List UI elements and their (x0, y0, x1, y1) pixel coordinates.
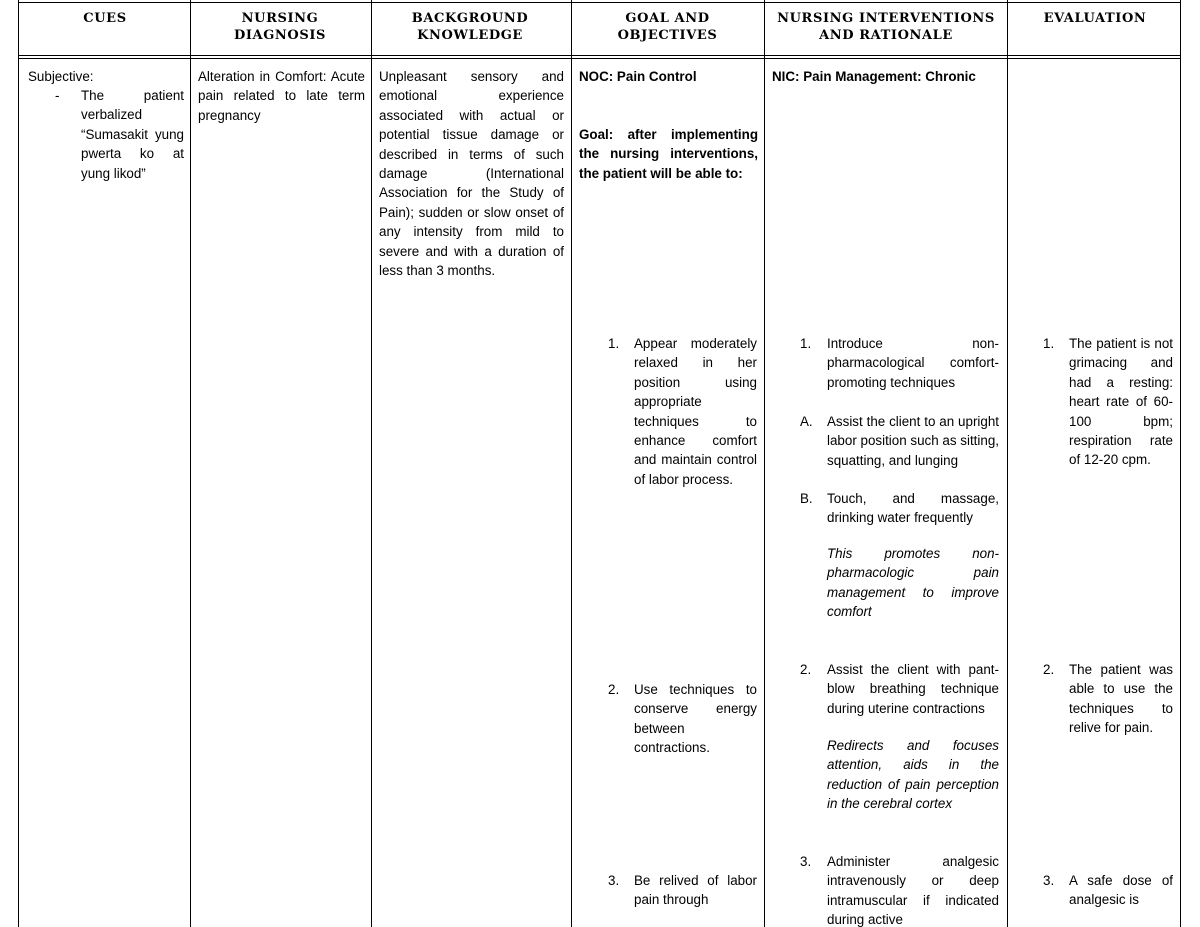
evaluation-number: 2. (1043, 662, 1055, 677)
goal-text: Goal: after implementing the nursing interventions, the patient will be able to: (579, 127, 758, 181)
intervention-letter: A. (800, 414, 813, 429)
nic-label: NIC: Pain Management: Chronic (772, 69, 976, 84)
evaluation-number: 3. (1043, 873, 1055, 888)
cues-bullet: - (55, 88, 60, 103)
intervention-text: Administer analgesic intravenously or deep intramuscular if indicated during active (827, 854, 999, 927)
intervention-number: 3. (800, 854, 812, 869)
intervention-number: 2. (800, 662, 812, 677)
intervention-text: Assist the client to an upright labor position such as sitting, squatting, and lunging (827, 414, 999, 468)
column-divider (1007, 0, 1008, 927)
header-evaluation: EVALUATION (1043, 11, 1147, 26)
header-double-border (18, 58, 1180, 59)
objective-number: 3. (608, 873, 620, 888)
header-goal-and-objectives: GOAL AND OBJECTIVES (617, 11, 718, 43)
evaluation-text: The patient was able to use the techniques to relive for pain. (1069, 662, 1173, 736)
table-top-border (18, 2, 1180, 3)
header-bottom-border (18, 55, 1180, 56)
evaluation-text: The patient is not grimacing and had a resting: heart rate of 60-100 bpm; respiration rate of 12-20 cpm. (1069, 336, 1173, 468)
intervention-text: Assist the client with pant-blow breathing technique during uterine contractions (827, 662, 999, 716)
header-background-knowledge: BACKGROUND KNOWLEDGE (411, 11, 529, 43)
header-nursing-diagnosis: NURSING DIAGNOSIS (233, 11, 326, 43)
column-divider (571, 0, 572, 927)
cues-label: Subjective: (28, 69, 94, 84)
intervention-letter: B. (800, 491, 813, 506)
header-nursing-interventions: NURSING INTERVENTIONS AND RATIONALE (777, 11, 995, 43)
intervention-number: 1. (800, 336, 812, 351)
objective-text: Use techniques to conserve energy between contractions. (634, 682, 757, 756)
objective-number: 1. (608, 336, 620, 351)
diagnosis-text: Alteration in Comfort: Acute pain related to late term pregnancy (198, 69, 365, 123)
intervention-rationale: Redirects and focuses attention, aids in the reduction of pain perception in the cerebral cortex (827, 738, 999, 812)
intervention-text: Touch, and massage, drinking water frequently (827, 491, 999, 526)
header-cues: CUES (83, 11, 127, 26)
objective-text: Appear moderately relaxed in her position using appropriate techniques to enhance comfort and maintain control of labor process. (634, 336, 757, 487)
intervention-text: Introduce non-pharmacological comfort- promoting techniques (827, 336, 999, 390)
objective-text: Be relived of labor pain through (634, 873, 757, 908)
evaluation-number: 1. (1043, 336, 1055, 351)
column-divider (371, 0, 372, 927)
background-text: Unpleasant sensory and emotional experience associated with actual or potential tissue damage or described in terms of such damage (International Association for the Study of Pain); sudden or slow onset of any intensity from mild to severe and with a duration of less than 3 months. (379, 69, 564, 279)
column-divider (18, 0, 19, 927)
column-divider (764, 0, 765, 927)
cues-text: The patient verbalized “Sumasakit yung pwerta ko at yung likod” (81, 88, 184, 181)
evaluation-text: A safe dose of analgesic is (1069, 873, 1173, 908)
intervention-rationale: This promotes non-pharmacologic pain management to improve comfort (827, 546, 999, 620)
noc-label: NOC: Pain Control (579, 69, 697, 84)
column-divider (190, 0, 191, 927)
column-divider (1180, 0, 1181, 927)
objective-number: 2. (608, 682, 620, 697)
